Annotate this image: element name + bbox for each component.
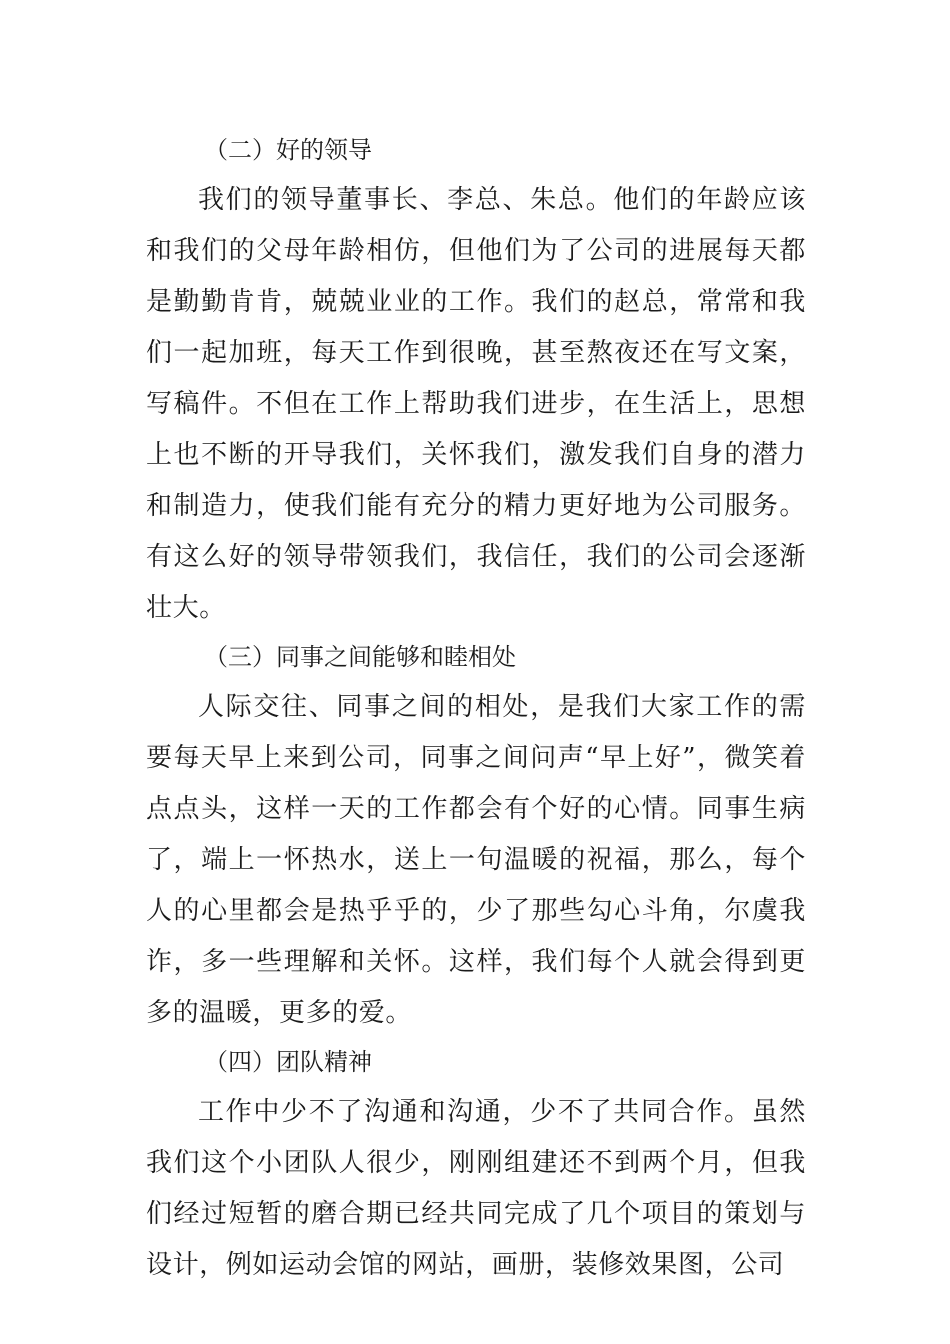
- section-body-leadership: 我们的领导董事长、李总、朱总。他们的年龄应该和我们的父母年龄相仿，但他们为了公司的进展每天都是勤勤肯肯，兢兢业业的工作。我们的赵总，常常和我们一起加班，每天工作到很晚，甚至熬夜还在写文案，写稿件。不但在工作上帮助我们进步，在生活上，思想上也不断的开导我们，关怀我们，激发我们自身的潜力和制造力，使我们能有充分的精力更好地为公司服务。有这么好的领导带领我们，我信任，我们的公司会逐渐壮大。: [146, 185, 806, 623]
- section-body-team-spirit: 工作中少不了沟通和沟通，少不了共同合作。虽然我们这个小团队人很少，刚刚组建还不到两个月，但我们经过短暂的磨合期已经共同完成了几个项目的策划与设计，例如运动会馆的网站，画册，装修效果图，公司: [146, 1097, 806, 1280]
- section-heading-colleagues: （三）同事之间能够和睦相处: [204, 643, 516, 671]
- section-heading-team-spirit: （四）团队精神: [204, 1048, 372, 1076]
- section-body-colleagues: 人际交往、同事之间的相处，是我们大家工作的需要每天早上来到公司，同事之间问声“早上好”，微笑着点点头，这样一天的工作都会有个好的心情。同事生病了，端上一怀热水，送上一句温暖的祝福，那么，每个人的心里都会是热乎乎的，少了那些勾心斗角，尔虞我诈，多一些理解和关怀。这样，我们每个人就会得到更多的温暖，更多的爱。: [146, 692, 806, 1028]
- section-heading-leadership: （二）好的领导: [204, 136, 372, 164]
- document-page: [146, 125, 806, 1291]
